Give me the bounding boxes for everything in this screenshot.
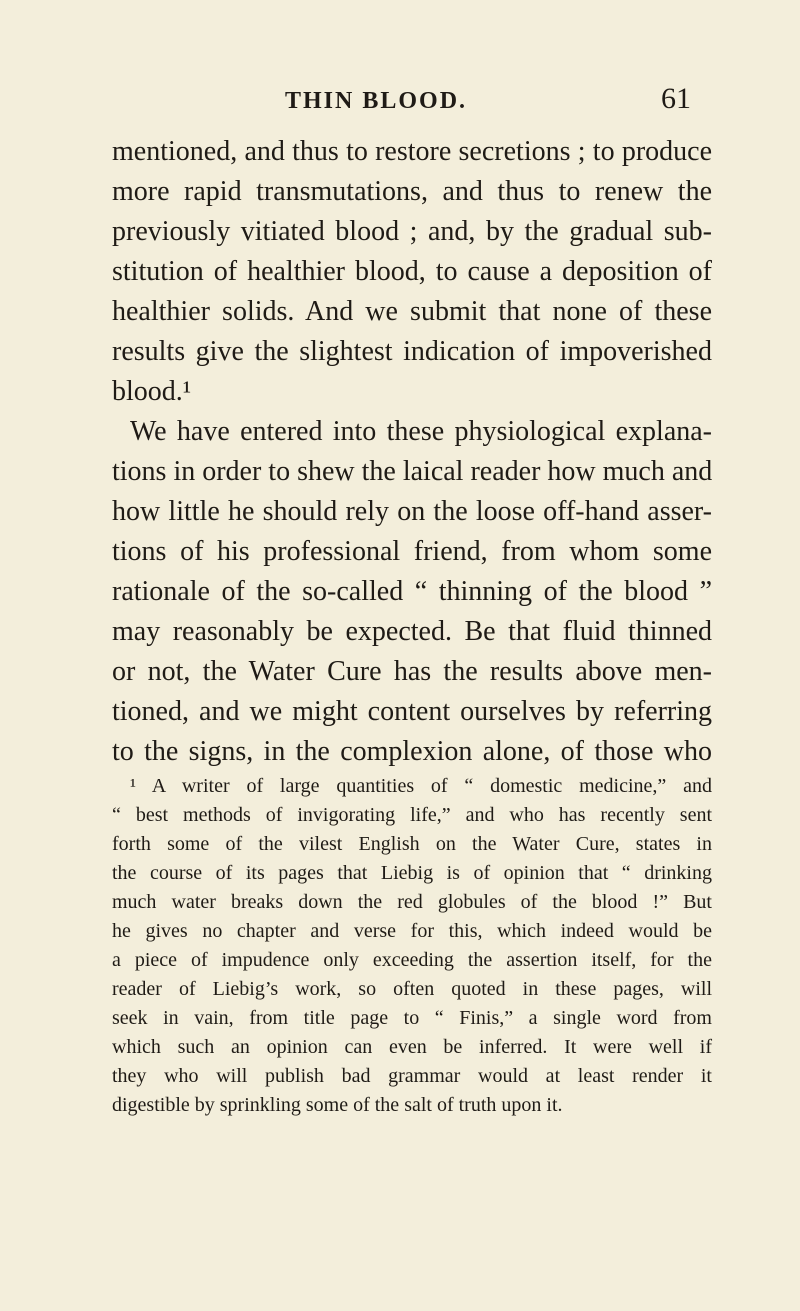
body-line: may reasonably be expected. Be that fluid thinned <box>112 616 712 647</box>
body-line: mentioned, and thus to restore secretions ; to produce <box>112 136 712 167</box>
footnote-line: which such an opinion can even be inferred. It were well if <box>112 1036 712 1058</box>
footnote-line: a piece of impudence only exceeding the assertion itself, for the <box>112 949 712 971</box>
body-line: to the signs, in the complexion alone, of those who <box>112 736 712 767</box>
body-line: tions in order to shew the laical reader how much and <box>112 456 713 487</box>
body-line: stitution of healthier blood, to cause a deposition of <box>112 256 712 287</box>
body-text <box>112 132 712 772</box>
footnote-line: seek in vain, from title page to “ Finis,” a single word from <box>112 1007 712 1029</box>
body-line: We have entered into these physiological explana- <box>130 416 712 447</box>
body-line: tioned, and we might content ourselves by referring <box>112 696 712 727</box>
body-line: rationale of the so-called “ thinning of the blood ” <box>112 576 712 607</box>
body-line: tions of his professional friend, from whom some <box>112 536 712 567</box>
footnote-line: digestible by sprinkling some of the salt of truth upon it. <box>112 1094 563 1116</box>
body-line: how little he should rely on the loose off-hand asser- <box>112 496 712 527</box>
running-title: THIN BLOOD. <box>285 88 468 114</box>
running-head <box>0 82 800 118</box>
footnote-line: they who will publish bad grammar would at least render it <box>112 1065 712 1087</box>
footnote <box>112 772 712 1120</box>
footnote-line: reader of Liebig’s work, so often quoted in these pages, will <box>112 978 712 1000</box>
page-number: 61 <box>661 82 691 115</box>
body-line: blood.¹ <box>112 376 192 407</box>
body-line: healthier solids. And we submit that none of these <box>112 296 712 327</box>
footnote-line: forth some of the vilest English on the Water Cure, states in <box>112 833 712 855</box>
footnote-line: “ best methods of invigorating life,” and who has recently sent <box>112 804 712 826</box>
footnote-line: the course of its pages that Liebig is of opinion that “ drinking <box>112 862 712 884</box>
footnote-line: ¹ A writer of large quantities of “ domestic medicine,” and <box>130 775 712 797</box>
body-line: previously vitiated blood ; and, by the gradual sub- <box>112 216 712 247</box>
body-line: more rapid transmutations, and thus to renew the <box>112 176 712 207</box>
body-line: or not, the Water Cure has the results above men- <box>112 656 712 687</box>
footnote-line: much water breaks down the red globules of the blood !” But <box>112 891 712 913</box>
footnote-line: he gives no chapter and verse for this, which indeed would be <box>112 920 712 942</box>
body-line: results give the slightest indication of impoverished <box>112 336 712 367</box>
